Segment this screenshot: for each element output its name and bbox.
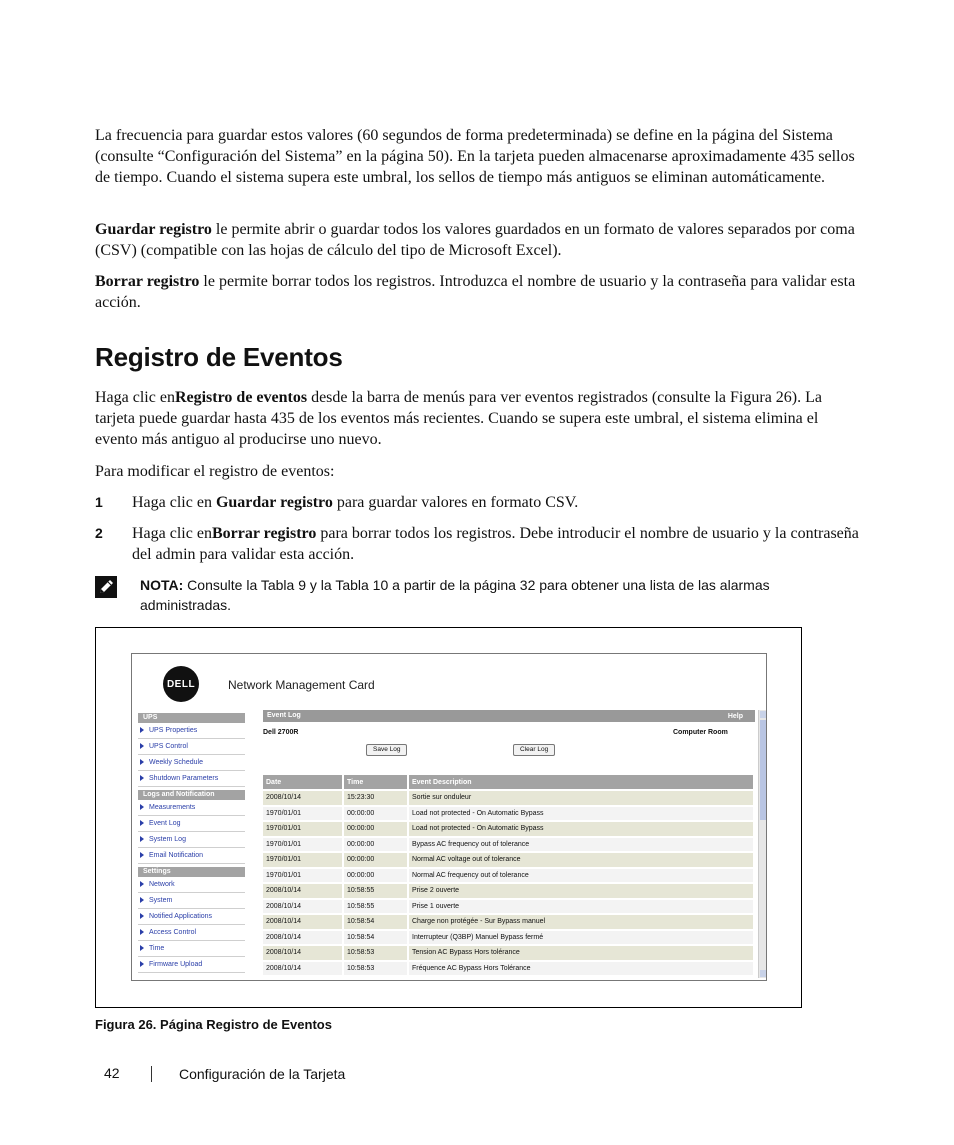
arrow-right-icon [140, 775, 144, 781]
step-2-term: Borrar registro [211, 525, 317, 542]
table-row [263, 930, 754, 946]
sidebar-item[interactable] [138, 723, 245, 739]
cell-description: Prise 1 ouverte [408, 899, 754, 915]
table-row [263, 914, 754, 930]
sidebar-item-label: System Log [149, 836, 186, 843]
cell-date: 1970/01/01 [263, 821, 343, 837]
sidebar-item[interactable] [138, 893, 245, 909]
cell-description: Prise 2 ouverte [408, 883, 754, 899]
dell-logo [163, 666, 199, 702]
arrow-right-icon [140, 820, 144, 826]
sidebar-item-label: UPS Properties [149, 727, 198, 734]
sidebar-item-label: Notified Applications [149, 913, 213, 920]
arrow-right-icon [140, 913, 144, 919]
scroll-down-arrow-icon[interactable] [760, 970, 767, 977]
table-row [263, 961, 754, 976]
sidebar-item[interactable] [138, 848, 245, 864]
sidebar-heading: Settings [138, 867, 245, 877]
cell-description: Load not protected - On Automatic Bypass [408, 821, 754, 837]
note-text [140, 575, 840, 615]
intro-paragraph-3-text: le permite borrar todos los registros. Introduzca el nombre de usuario y la contraseña para validar esta acción. [95, 273, 856, 311]
cell-description: Charge non protégée - Sur Bypass manuel [408, 914, 754, 930]
step-number-1: 1 [95, 494, 103, 510]
step-text-2 [132, 523, 862, 565]
sidebar-item-label: Shutdown Parameters [149, 775, 219, 782]
table-row [263, 945, 754, 961]
dell-logo-text: DELL [166, 678, 196, 690]
cell-date: 1970/01/01 [263, 837, 343, 853]
section-paragraph-2: Para modificar el registro de eventos: [95, 463, 335, 480]
cell-time: 00:00:00 [343, 821, 408, 837]
sidebar-item-label: UPS Control [149, 743, 188, 750]
sidebar-item-label: Measurements [149, 804, 196, 811]
step-1-pre: Haga clic en [132, 494, 216, 511]
cell-time: 10:58:54 [343, 930, 408, 946]
cell-date: 2008/10/14 [263, 899, 343, 915]
panel-title: Event Log [267, 712, 301, 719]
cell-time: 00:00:00 [343, 806, 408, 822]
panel-scrollbar[interactable] [758, 710, 767, 978]
column-time: Time [343, 775, 408, 790]
cell-date: 1970/01/01 [263, 806, 343, 822]
sidebar-item-label: Email Notification [149, 852, 204, 859]
cell-description: Interrupteur (Q3BP) Manuel Bypass fermé [408, 930, 754, 946]
cell-date: 2008/10/14 [263, 790, 343, 806]
cell-time: 10:58:53 [343, 945, 408, 961]
scroll-up-arrow-icon[interactable] [760, 711, 767, 718]
device-location: Computer Room [673, 729, 728, 736]
table-row [263, 852, 754, 868]
table-row [263, 837, 754, 853]
app-title: Network Management Card [228, 678, 375, 692]
sidebar-menu [138, 710, 245, 973]
sidebar-item-label: Firmware Upload [149, 961, 203, 968]
sidebar-item[interactable] [138, 739, 245, 755]
section-paragraph-1 [95, 387, 860, 450]
arrow-right-icon [140, 852, 144, 858]
sidebar-item-label: Access Control [149, 929, 197, 936]
sidebar-item[interactable] [138, 957, 245, 973]
figure-caption: Figura 26. Página Registro de Eventos [95, 1017, 332, 1032]
page-number: 42 [104, 1065, 120, 1081]
footer-separator [151, 1066, 152, 1082]
sidebar-item[interactable] [138, 771, 245, 787]
sidebar-item[interactable] [138, 832, 245, 848]
step-number-2: 2 [95, 525, 103, 541]
cell-time: 10:58:55 [343, 883, 408, 899]
sidebar-item[interactable] [138, 877, 245, 893]
event-table [263, 775, 755, 975]
sidebar-item[interactable] [138, 800, 245, 816]
event-log-term: Registro de eventos [174, 389, 308, 406]
sidebar-item[interactable] [138, 909, 245, 925]
cell-description: Bypass AC frequency out of tolerance [408, 837, 754, 853]
step-2-rest: para borrar todos los registros. Debe introducir el nombre de usuario y la contraseña del admin para validar esta acción. [132, 525, 859, 563]
table-row [263, 806, 754, 822]
sidebar-item-label: Time [149, 945, 165, 952]
clear-log-term: Borrar registro [95, 273, 200, 290]
event-log-screenshot [131, 653, 767, 981]
cell-date: 2008/10/14 [263, 961, 343, 976]
table-row [263, 821, 754, 837]
intro-paragraph-2-text: le permite abrir o guardar todos los valores guardados en un formato de valores separados por coma (CSV) (compatible con las hojas de cálculo del tipo de Microsoft Excel). [95, 221, 855, 259]
arrow-right-icon [140, 897, 144, 903]
arrow-right-icon [140, 804, 144, 810]
arrow-right-icon [140, 727, 144, 733]
intro-paragraph-1: La frecuencia para guardar estos valores (60 segundos de forma predeterminada) se define en la página del Sistema (consulte “Configuración del Sistema” en la página 50). En la tarjeta pueden almacenarse aproximadamente 435 sellos de tiempo. Cuando el sistema supera este umbral, los sellos de tiempo más antiguos se eliminan automáticamente. [95, 127, 855, 186]
scroll-thumb[interactable] [760, 720, 767, 820]
sidebar-item[interactable] [138, 925, 245, 941]
column-description: Event Description [408, 775, 754, 790]
cell-description: Normal AC voltage out of tolerance [408, 852, 754, 868]
sidebar-item-label: System [149, 897, 173, 904]
table-row [263, 868, 754, 884]
cell-time: 00:00:00 [343, 852, 408, 868]
arrow-right-icon [140, 836, 144, 842]
section-paragraph-1-text: desde la barra de menús para ver eventos registrados (consulte la Figura 26). La tarjeta puede guardar hasta 435 de los eventos más recientes. Cuando se supera este umbral, el sistema elimina el evento más antiguo al producirse uno nuevo. [95, 389, 822, 448]
arrow-right-icon [140, 929, 144, 935]
step-1-rest: para guardar valores en formato CSV. [332, 494, 579, 511]
cell-time: 15:23:30 [343, 790, 408, 806]
sidebar-heading: Logs and Notification [138, 790, 245, 800]
cell-description: Sortie sur onduleur [408, 790, 754, 806]
sidebar-heading: UPS [138, 713, 245, 723]
cell-description: Normal AC frequency out of tolerance [408, 868, 754, 884]
intro-paragraph-3 [95, 271, 860, 313]
arrow-right-icon [140, 743, 144, 749]
step-2-pre: Haga clic en [132, 525, 212, 542]
step-1-term: Guardar registro [215, 494, 333, 511]
cell-date: 1970/01/01 [263, 852, 343, 868]
cell-date: 2008/10/14 [263, 945, 343, 961]
section-paragraph-1-pre: Haga clic en [95, 389, 175, 406]
cell-time: 10:58:53 [343, 961, 408, 976]
sidebar-item-label: Weekly Schedule [149, 759, 203, 766]
arrow-right-icon [140, 945, 144, 951]
cell-description: Load not protected - On Automatic Bypass [408, 806, 754, 822]
sidebar-item[interactable] [138, 941, 245, 957]
event-table-header [263, 775, 754, 790]
footer-title: Configuración de la Tarjeta [179, 1066, 346, 1082]
arrow-right-icon [140, 759, 144, 765]
arrow-right-icon [140, 881, 144, 887]
sidebar-item[interactable] [138, 816, 245, 832]
save-log-term: Guardar registro [95, 221, 212, 238]
table-row [263, 899, 754, 915]
clear-log-button[interactable]: Clear Log [513, 744, 555, 756]
sidebar-item-label: Event Log [149, 820, 181, 827]
sidebar-item-label: Network [149, 881, 175, 888]
cell-date: 1970/01/01 [263, 868, 343, 884]
help-link[interactable]: Help [727, 713, 743, 720]
cell-time: 10:58:55 [343, 899, 408, 915]
cell-description: Tension AC Bypass Hors tolérance [408, 945, 754, 961]
table-row [263, 883, 754, 899]
intro-paragraph-2 [95, 219, 860, 261]
cell-date: 2008/10/14 [263, 914, 343, 930]
event-log-panel [263, 710, 755, 980]
table-row [263, 790, 754, 806]
section-heading: Registro de Eventos [95, 342, 343, 372]
column-date: Date [263, 775, 343, 790]
note-label: NOTA: [140, 577, 184, 593]
sidebar-item[interactable] [138, 755, 245, 771]
save-log-button[interactable]: Save Log [366, 744, 407, 756]
step-text-1 [132, 492, 862, 513]
cell-time: 00:00:00 [343, 868, 408, 884]
cell-date: 2008/10/14 [263, 883, 343, 899]
note-body: Consulte la Tabla 9 y la Tabla 10 a partir de la página 32 para obtener una lista de las alarmas administradas. [140, 577, 770, 613]
device-name: Dell 2700R [263, 729, 299, 736]
cell-date: 2008/10/14 [263, 930, 343, 946]
cell-time: 10:58:54 [343, 914, 408, 930]
cell-description: Fréquence AC Bypass Hors Tolérance [408, 961, 754, 976]
note-pencil-icon [95, 576, 117, 598]
arrow-right-icon [140, 961, 144, 967]
cell-time: 00:00:00 [343, 837, 408, 853]
panel-header [263, 710, 755, 722]
